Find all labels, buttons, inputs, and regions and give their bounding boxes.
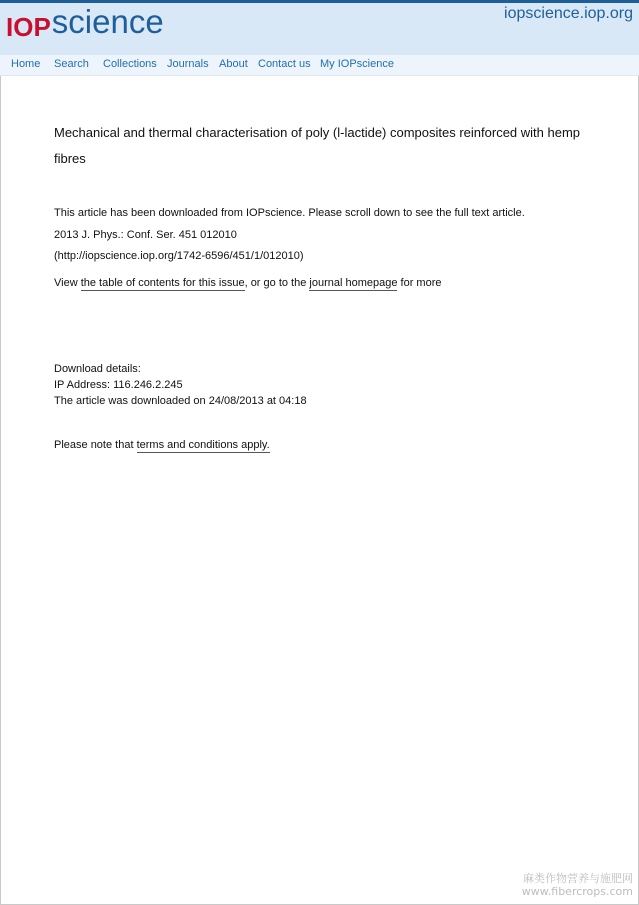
toc-link[interactable]: the table of contents for this issue bbox=[80, 277, 245, 289]
view-prefix: View bbox=[54, 277, 81, 289]
watermark bbox=[522, 872, 633, 898]
view-suffix: for more bbox=[397, 277, 442, 289]
nav-search[interactable]: Search bbox=[54, 58, 89, 70]
nav-home[interactable]: Home bbox=[11, 58, 41, 70]
terms-line bbox=[54, 439, 270, 451]
view-links-line bbox=[54, 277, 442, 289]
view-middle: , or go to the bbox=[244, 277, 310, 289]
nav-collections[interactable]: Collections bbox=[103, 58, 157, 70]
article-citation: 2013 J. Phys.: Conf. Ser. 451 012010 bbox=[54, 229, 237, 241]
terms-prefix: Please note that bbox=[54, 439, 137, 451]
logo-science-text: science bbox=[51, 3, 164, 40]
ip-address: IP Address: 116.246.2.245 bbox=[54, 379, 183, 391]
nav-my-iopscience[interactable]: My IOPscience bbox=[320, 58, 394, 70]
download-timestamp: The article was downloaded on 24/08/2013 at 04:18 bbox=[54, 395, 307, 407]
article-doi-url: (http://iopscience.iop.org/1742-6596/451/1/012010) bbox=[54, 250, 304, 262]
terms-link[interactable]: terms and conditions apply. bbox=[136, 439, 270, 451]
journal-homepage-link[interactable]: journal homepage bbox=[309, 277, 398, 289]
iopscience-logo[interactable] bbox=[6, 3, 164, 43]
logo-iop-text: IOP bbox=[6, 12, 51, 42]
watermark-line-2: www.fibercrops.com bbox=[521, 885, 633, 898]
nav-journals[interactable]: Journals bbox=[167, 58, 209, 70]
downloaded-note: This article has been downloaded from IOPscience. Please scroll down to see the full text article. bbox=[54, 207, 525, 219]
download-details-heading: Download details: bbox=[54, 363, 141, 375]
nav-contact-us[interactable]: Contact us bbox=[258, 58, 311, 70]
nav-about[interactable]: About bbox=[219, 58, 248, 70]
site-header bbox=[0, 3, 639, 55]
main-nav bbox=[0, 55, 639, 76]
article-title: Mechanical and thermal characterisation of poly (l-lactide) composites reinforced with hemp fibres bbox=[54, 125, 581, 166]
site-url-link[interactable]: iopscience.iop.org bbox=[504, 5, 633, 22]
watermark-line-1: 麻类作物营养与施肥网 bbox=[523, 872, 633, 885]
